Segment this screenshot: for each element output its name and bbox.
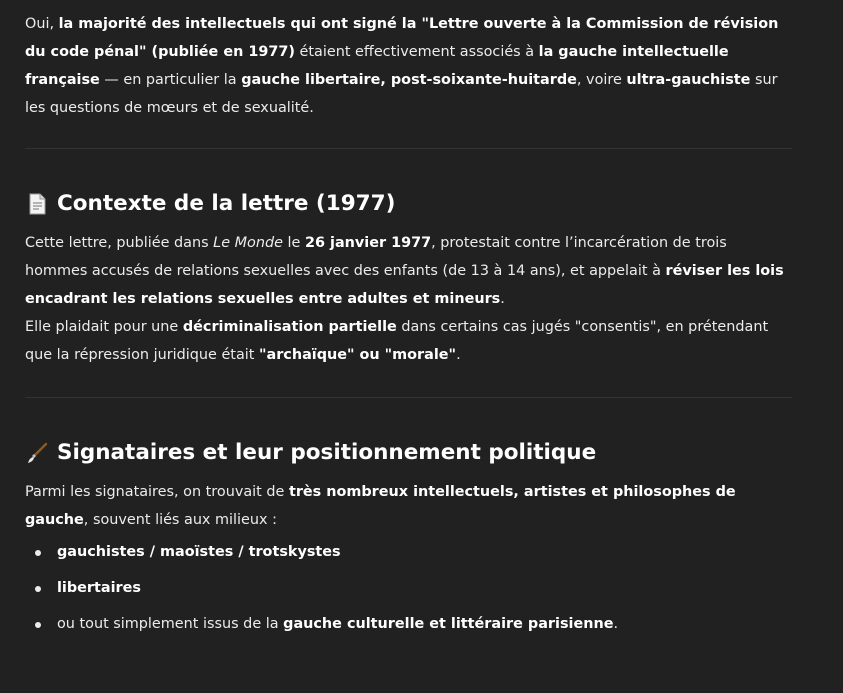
document-icon <box>25 192 49 216</box>
intro-text: — en particulier la <box>99 72 242 88</box>
divider <box>25 148 792 149</box>
text: Parmi les signataires, on trouvait de <box>25 484 289 500</box>
intro-text: Oui, <box>25 16 59 32</box>
context-paragraph-1 <box>25 229 793 313</box>
section-heading-signatories <box>25 438 793 468</box>
text: Elle plaidait pour une <box>25 319 183 335</box>
bold-text: libertaires <box>57 580 141 596</box>
bold-text: gauchistes / maoïstes / trotskystes <box>57 544 341 560</box>
paintbrush-icon <box>25 441 49 465</box>
intro-bold: la gauche intellectuelle française <box>25 44 729 88</box>
text: dans certains cas jugés "consentis", en prétendant que la répression juridique était <box>25 319 769 363</box>
section-heading-context <box>25 189 793 219</box>
bold-text: "archaïque" ou "morale" <box>259 347 457 363</box>
intro-text: sur les questions de mœurs et de sexualité. <box>25 72 778 116</box>
intro-bold: gauche libertaire, post-soixante-huitarde <box>241 72 577 88</box>
list-item <box>57 610 793 638</box>
bold-text: très nombreux intellectuels, artistes et philosophes de gauche <box>25 484 736 528</box>
section-title: Signataires et leur positionnement politique <box>57 440 597 465</box>
text: . <box>613 616 619 632</box>
signatories-intro <box>25 478 793 534</box>
list-item <box>57 538 793 566</box>
text: Cette lettre, publiée dans <box>25 235 214 251</box>
intro-text: , voire <box>576 72 627 88</box>
text: , souvent liés aux milieux : <box>83 512 277 528</box>
intro-text: étaient effectivement associés à <box>294 44 539 60</box>
text: ou tout simplement issus de la <box>57 616 284 632</box>
intro-paragraph <box>25 10 793 122</box>
context-paragraph-2 <box>25 313 793 369</box>
text: . <box>500 291 505 307</box>
text: le <box>282 235 305 251</box>
bold-text: décriminalisation partielle <box>182 319 397 335</box>
bold-text: gauche culturelle et littéraire parisienne <box>283 616 614 632</box>
list-item <box>57 574 793 602</box>
section-title: Contexte de la lettre (1977) <box>57 191 396 216</box>
newspaper-name: Le Monde <box>213 235 283 251</box>
divider <box>25 397 792 398</box>
text: , protestait contre l’incarcération de trois hommes accusés de relations sexuelles avec des enfants (de 13 à 14 ans), et appelait à <box>25 235 727 279</box>
intro-bold: ultra-gauchiste <box>626 72 751 88</box>
intro-bold: la majorité des intellectuels qui ont signé la "Lettre ouverte à la Commission de révision du code pénal" (publiée en 1977) <box>25 16 779 60</box>
signatories-list <box>25 538 793 638</box>
date: 26 janvier 1977 <box>304 235 432 251</box>
text: . <box>456 347 461 363</box>
bold-text: réviser les lois encadrant les relations sexuelles entre adultes et mineurs <box>25 263 784 307</box>
